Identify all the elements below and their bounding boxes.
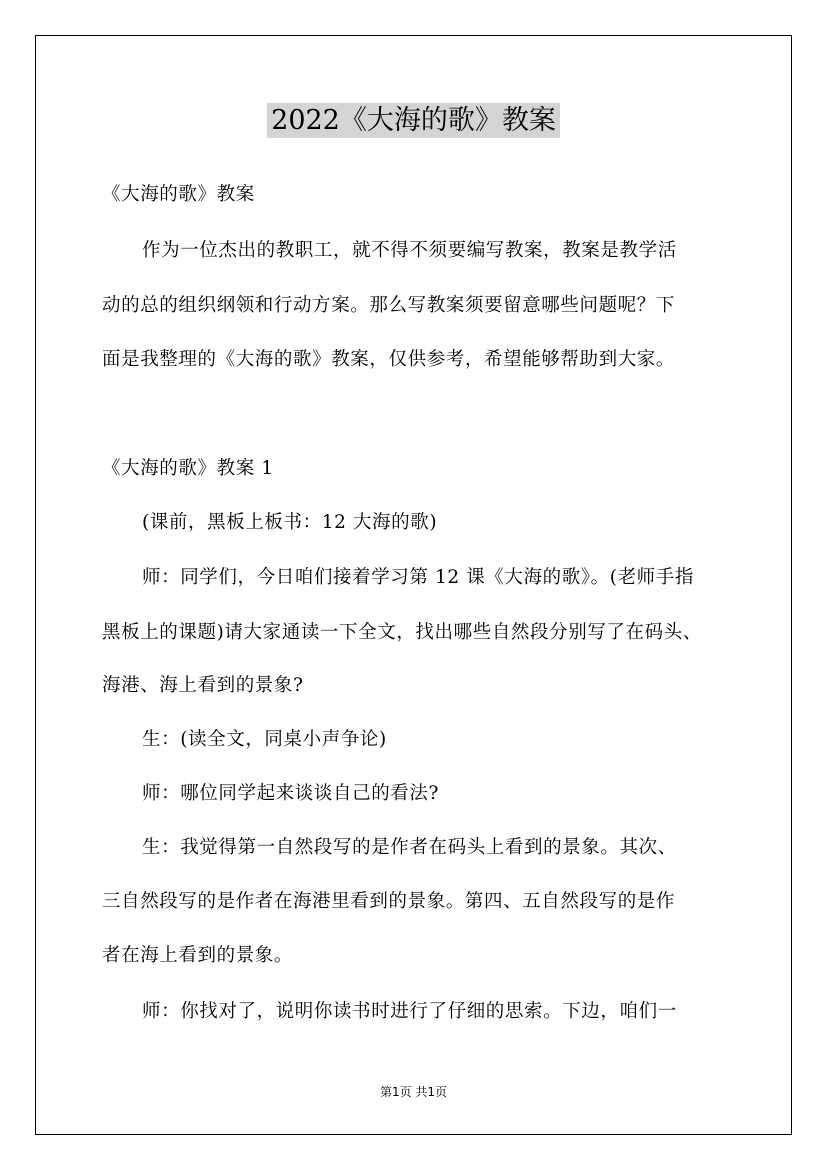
body-line-10: 师：你找对了，说明你读书时进行了仔细的思索。下边，咱们一 xyxy=(142,1001,677,1022)
intro-line-2: 动的总的组织纲领和行动方案。那么写教案须要留意哪些问题呢？下 xyxy=(102,295,676,316)
document-title xyxy=(0,98,827,137)
body-line-2: 师：同学们，今日咱们接着学习第 12 课《大海的歌》。(老师手指 xyxy=(142,567,694,588)
body-line-7: 生：我觉得第一自然段写的是作者在码头上看到的景象。其次、 xyxy=(142,837,677,858)
body-line-9: 者在海上看到的景象。 xyxy=(102,945,294,966)
body-line-3: 黑板上的课题)请大家通读一下全文，找出哪些自然段分别写了在码头、 xyxy=(102,622,702,643)
intro-line-1: 作为一位杰出的教职工，就不得不须要编写教案，教案是教学活 xyxy=(142,240,677,261)
body-line-5: 生：(读全文，同桌小声争论) xyxy=(142,729,387,750)
body-line-6: 师：哪位同学起来谈谈自己的看法? xyxy=(142,783,440,804)
document-title-text: 2022《大海的歌》教案 xyxy=(267,103,560,138)
body-line-8: 三自然段写的是作者在海港里看到的景象。第四、五自然段写的是作 xyxy=(102,891,676,912)
section-heading: 《大海的歌》教案 1 xyxy=(102,458,274,479)
document-subtitle: 《大海的歌》教案 xyxy=(102,184,255,205)
intro-line-3: 面是我整理的《大海的歌》教案，仅供参考，希望能够帮助到大家。 xyxy=(102,349,676,370)
page-number-footer: 第1页 共1页 xyxy=(379,1085,448,1099)
body-line-1: (课前，黑板上板书：12 大海的歌) xyxy=(142,512,438,533)
body-line-4: 海港、海上看到的景象? xyxy=(102,675,304,696)
